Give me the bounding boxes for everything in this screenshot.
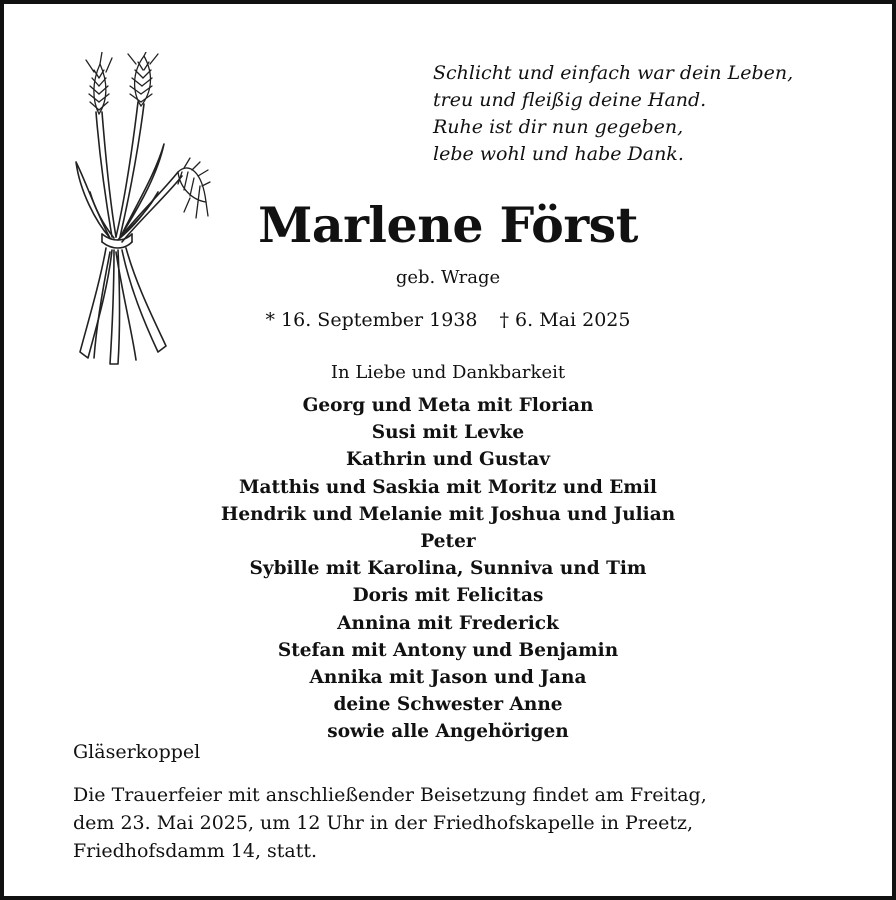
mourner: Kathrin und Gustav bbox=[346, 449, 550, 471]
place-name: Gläserkoppel bbox=[73, 741, 201, 763]
funeral-notice bbox=[73, 781, 707, 865]
poem-line: treu und fleißig deine Hand. bbox=[433, 89, 707, 111]
life-dates bbox=[0, 306, 896, 334]
poem-line: Ruhe ist dir nun gegeben, bbox=[433, 116, 684, 138]
mourner: Georg und Meta mit Florian bbox=[302, 395, 594, 416]
mourner: sowie alle Angehörigen bbox=[327, 721, 569, 743]
notice-line: dem 23. Mai 2025, um 12 Uhr in der Friedhofskapelle in Preetz, bbox=[73, 812, 694, 834]
closing-phrase: In Liebe und Dankbarkeit bbox=[330, 362, 566, 383]
mourner: deine Schwester Anne bbox=[333, 694, 563, 716]
maiden-name: geb. Wrage bbox=[395, 267, 501, 288]
mourner: Doris mit Felicitas bbox=[352, 585, 544, 607]
death-date: † 6. Mai 2025 bbox=[499, 309, 631, 331]
poem bbox=[433, 60, 793, 168]
mourners-list bbox=[0, 392, 896, 746]
notice-line: Friedhofsdamm 14, statt. bbox=[73, 840, 318, 862]
poem-line: Schlicht und einfach war dein Leben, bbox=[433, 62, 794, 84]
mourner: Annina mit Frederick bbox=[337, 612, 559, 634]
mourner: Matthis und Saskia mit Moritz und Emil bbox=[239, 476, 657, 498]
birth-date: * 16. September 1938 bbox=[265, 309, 478, 331]
mourner: Annika mit Jason und Jana bbox=[309, 667, 587, 689]
deceased-name: Marlene Först bbox=[258, 196, 638, 254]
notice-line: Die Trauerfeier mit anschließender Beisetzung findet am Freitag, bbox=[73, 784, 707, 806]
mourner: Stefan mit Antony und Benjamin bbox=[277, 639, 619, 661]
mourner: Sybille mit Karolina, Sunniva und Tim bbox=[249, 558, 647, 580]
mourner: Hendrik und Melanie mit Joshua und Julian bbox=[220, 503, 676, 525]
mourner: Susi mit Levke bbox=[371, 422, 525, 444]
mourner: Peter bbox=[420, 531, 476, 553]
poem-line: lebe wohl und habe Dank. bbox=[433, 143, 684, 165]
